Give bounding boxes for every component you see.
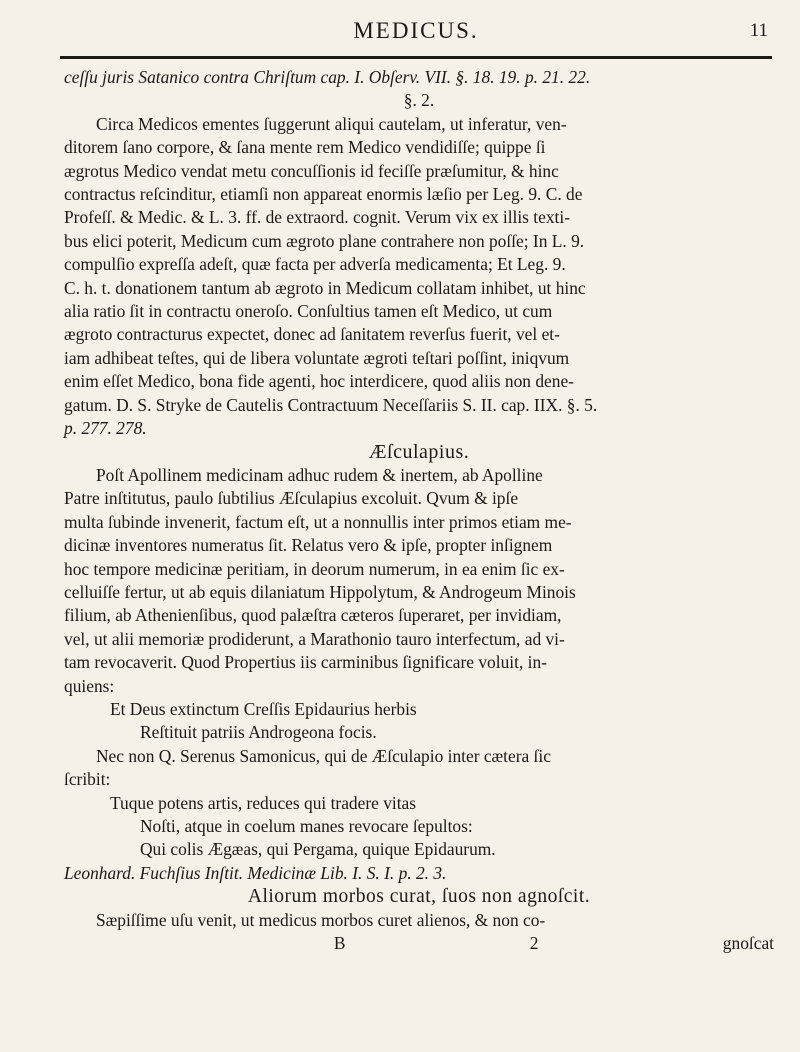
- running-head: MEDICUS.: [353, 18, 479, 43]
- verse-line: Reſtituit patriis Androgeona focis.: [140, 722, 377, 743]
- text-line: compulſio expreſſa adeſt, quæ facta per adverſa medicamenta; Et Leg. 9.: [64, 254, 566, 275]
- text-line: tam revocaverit. Quod Propertius iis carminibus ſignificare voluit, in-: [64, 652, 547, 673]
- text-line: ægrotus Medico vendat metu concuſſionis id feciſſe præſumitur, & hinc: [64, 160, 559, 181]
- page-body: [64, 66, 774, 955]
- verse-line: Et Deus extinctum Creſſis Epidaurius herbis: [110, 698, 417, 719]
- text-line: celluiſſe fertur, ut ab equis dilaniatum Hippolytum, & Androgeum Minois: [64, 581, 576, 602]
- text-line: vel, ut alii memoriæ prodiderunt, a Marathonio tauro interfectum, ad vi-: [64, 628, 565, 649]
- text-line: iam adhibeat teſtes, qui de libera voluntate ægroti teſtari poſſint, iniqvum: [64, 347, 570, 368]
- text-line: Poſt Apollinem medicinam adhuc rudem & inertem, ab Apolline: [96, 464, 543, 485]
- text-line: Sæpiſſime uſu venit, ut medicus morbos curet alienos, & non co-: [96, 909, 546, 930]
- section-heading: Æſculapius.: [368, 440, 470, 463]
- verse-line: Noſti, atque in coelum manes revocare ſepultos:: [140, 816, 473, 836]
- text-line: p. 277. 278.: [64, 418, 147, 439]
- section-heading: Aliorum morbos curat, ſuos non agnoſcit.: [247, 886, 591, 908]
- verse-line: Qui colis Ægæas, qui Pergama, quique Epidaurum.: [140, 839, 496, 860]
- text-line: ſcribit:: [64, 769, 111, 790]
- page-number: 11: [749, 20, 768, 41]
- text-line: ægroto contracturus expectet, donec ad ſanitatem reverſus fuerit, vel et-: [64, 324, 560, 345]
- text-line: dicinæ inventores numeratus ſit. Relatus vero & ipſe, propter inſignem: [64, 535, 553, 556]
- text-line: alia ratio ſit in contractu oneroſo. Conſultius tamen eſt Medico, ut cum: [64, 301, 553, 322]
- section-number: §. 2.: [403, 90, 435, 111]
- text-line: Circa Medicos ementes ſuggerunt aliqui cautelam, ut inferatur, ven-: [96, 113, 567, 134]
- text-line: ditorem ſano corpore, & ſana mente rem Medico vendidiſſe; quippe ſi: [64, 137, 546, 158]
- text-line: quiens:: [64, 675, 115, 696]
- text-line: hoc tempore medicinæ peritiam, in deorum numerum, in ea enim ſic ex-: [64, 558, 565, 579]
- text-line: filium, ab Athenienſibus, quod palæſtra cæteros ſuperaret, per invidiam,: [64, 605, 562, 626]
- page-header: [60, 14, 772, 54]
- text-line: multa ſubinde invenerit, factum eſt, ut a nonnullis inter primos etiam me-: [64, 511, 572, 532]
- text-line: gatum. D. S. Stryke de Cautelis Contractuum Neceſſariis S. II. cap. IIX. §. 5.: [64, 394, 598, 415]
- text-line: ceſſu juris Satanico contra Chriſtum cap. I. Obſerv. VII. §. 18. 19. p. 21. 22.: [64, 67, 591, 87]
- citation-line: Leonhard. Fuchſius Inſtit. Medicinæ Lib. I. S. I. p. 2. 3.: [64, 862, 447, 883]
- text-line: Profeſſ. & Medic. & L. 3. ff. de extraord. cognit. Verum vix ex illis texti-: [64, 207, 570, 228]
- header-rule: [60, 56, 772, 59]
- verse-line: Tuque potens artis, reduces qui tradere vitas: [110, 792, 417, 813]
- text-line: Nec non Q. Serenus Samonicus, qui de Æſculapio inter cætera ſic: [96, 745, 551, 766]
- text-line: contractus reſcinditur, etiamſi non appareat enormis læſio per Leg. 9. C. de: [64, 184, 583, 205]
- text-line: bus elici poterit, Medicum cum ægroto plane contrahere non poſſe; In L. 9.: [64, 230, 585, 251]
- signature-catchword-line: B 2 gnoſcat: [333, 933, 774, 954]
- text-line: Patre inſtitutus, paulo ſubtilius Æſculapius excoluit. Qvum & ipſe: [64, 488, 519, 509]
- text-line: enim eſſet Medico, bona fide agenti, hoc interdicere, quod aliis non dene-: [64, 371, 574, 392]
- text-line: C. h. t. donationem tantum ab ægroto in Medicum collatam inhibet, ut hinc: [64, 277, 586, 298]
